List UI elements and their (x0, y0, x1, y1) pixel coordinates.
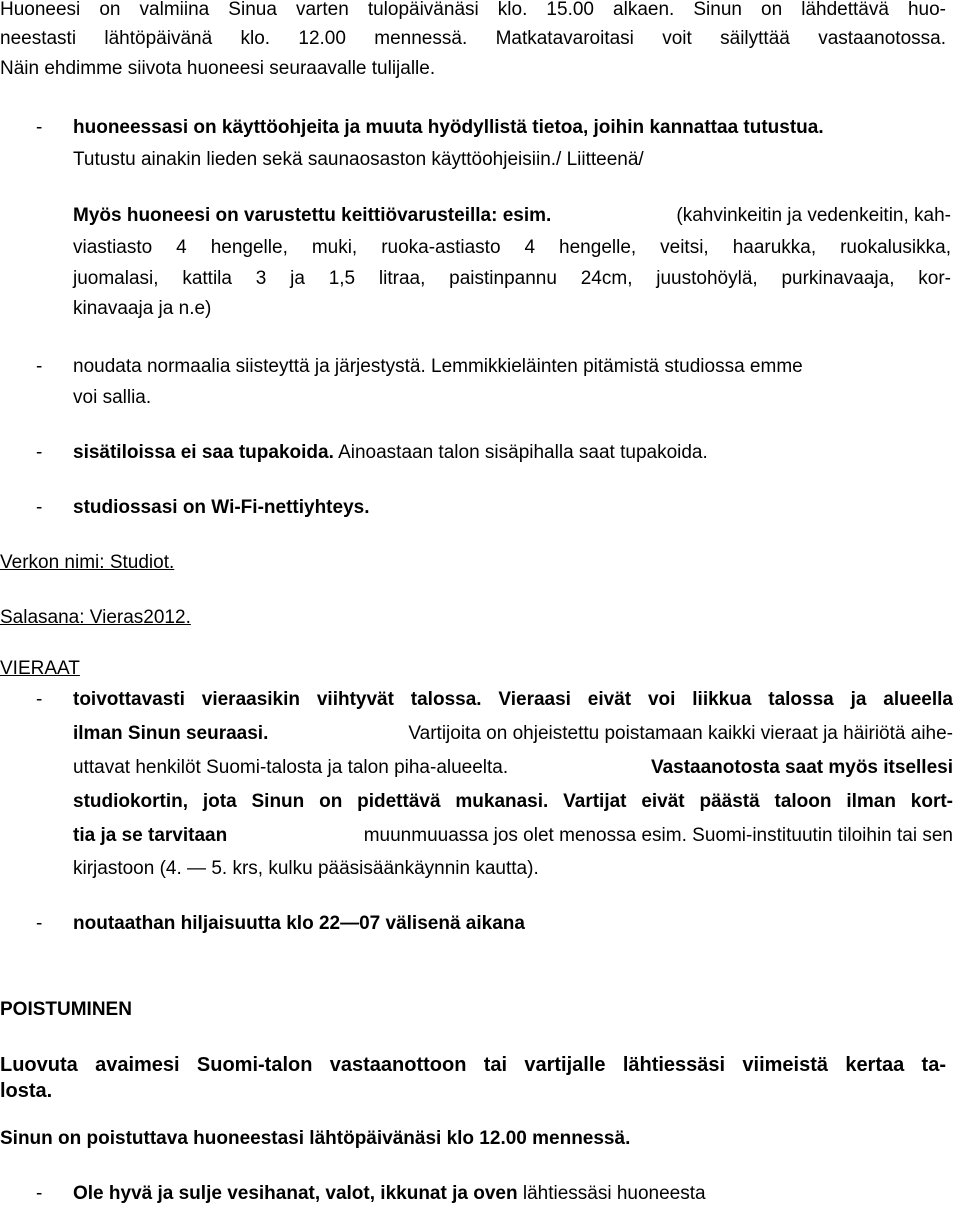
bullet-dash: - (36, 117, 43, 138)
departure-heading: POISTUMINEN (0, 999, 132, 1020)
cleanliness-line-1: noudata normaalia siisteyttä ja järjestystä. Lemmikkieläinten pitämistä studiossa emme (73, 356, 803, 377)
intro-line-2: neestasti lähtöpäivänä klo. 12.00 mennessä. Matkatavaroitasi voit säilyttää vastaanotossa. (0, 28, 946, 49)
cleanliness-line-2: voi sallia. (73, 387, 152, 408)
departure-keys-line-1: Luovuta avaimesi Suomi-talon vastaanottoon tai vartijalle lähtiessäsi viimeistä kertaa ta- (0, 1054, 946, 1076)
departure-final-line (73, 1182, 706, 1206)
guests-line-3-bold: Vastaanotosta saat myös itsellesi (650, 757, 953, 778)
kitchen-line-2: viastiasto 4 hengelle, muki, ruoka-astiasto 4 hengelle, veitsi, haarukka, ruokalusikka, (73, 237, 951, 258)
guests-heading: VIERAAT (0, 658, 80, 679)
wifi-network-name: Verkon nimi: Studiot. (0, 552, 175, 573)
bullet-dash: - (36, 442, 43, 463)
guests-line-4: studiokortin, jota Sinun on pidettävä mukanasi. Vartijat eivät päästä taloon ilman kort- (73, 791, 953, 812)
kitchen-line-3: juomalasi, kattila 3 ja 1,5 litraa, paistinpannu 24cm, juustohöylä, purkinavaaja, kor- (73, 268, 951, 289)
smoking-bold-text: sisätiloissa ei saa tupakoida. (73, 442, 334, 463)
wifi-password: Salasana: Vieras2012. (0, 607, 191, 628)
bullet-dash: - (36, 913, 43, 934)
kitchen-bold-text: Myös huoneesi on varustettu keittiövarusteilla: esim. (73, 205, 552, 226)
guests-line-2 (73, 722, 953, 746)
departure-final-bold: Ole hyvä ja sulje vesihanat, valot, ikkunat ja oven (73, 1183, 518, 1204)
kitchen-line-4: kinavaaja ja n.e) (73, 298, 212, 319)
bullet-dash: - (36, 497, 43, 518)
wifi-bold-text: studiossasi on Wi-Fi-nettiyhteys. (73, 497, 370, 518)
quiet-hours-text: noutaathan hiljaisuutta klo 22—07 välisenä aikana (73, 913, 525, 934)
intro-line-3: Näin ehdimme siivota huoneesi seuraavalle tulijalle. (0, 58, 436, 79)
guests-line-6: kirjastoon (4. — 5. krs, kulku pääsisäänkäynnin kautta). (73, 858, 539, 879)
bullet-dash: - (36, 689, 43, 710)
departure-final-rest: lähtiessäsi huoneesta (522, 1183, 706, 1204)
smoking-line (73, 441, 708, 465)
guests-line-1: toivottavasti vieraasikin viihtyvät talossa. Vieraasi eivät voi liikkua talossa ja alueella (73, 689, 953, 710)
departure-keys-line-2: losta. (0, 1080, 53, 1102)
bullet-dash: - (36, 1183, 43, 1204)
guests-line-5-bold: tia ja se tarvitaan (73, 825, 228, 846)
info-line-2: Tutustu ainakin lieden sekä saunaosaston käyttöohjeisiin./ Liitteenä/ (73, 149, 644, 170)
intro-line-1: Huoneesi on valmiina Sinua varten tulopäivänäsi klo. 15.00 alkaen. Sinun on lähdettävä huo- (0, 0, 946, 20)
kitchen-line-1 (73, 204, 951, 228)
departure-checkout: Sinun on poistuttava huoneestasi lähtöpäivänäsi klo 12.00 mennessä. (0, 1128, 631, 1149)
guests-line-2-rest: Vartijoita on ohjeistettu poistamaan kaikki vieraat ja häiriötä aihe- (408, 723, 953, 744)
guests-line-3 (73, 756, 953, 780)
kitchen-line-1-rest: (kahvinkeitin ja vedenkeitin, kah- (676, 205, 951, 226)
guests-line-2-bold: ilman Sinun seuraasi. (73, 723, 269, 744)
guests-line-3-rest: uttavat henkilöt Suomi-talosta ja talon piha-alueelta. (73, 757, 509, 778)
guests-line-5 (73, 824, 953, 848)
guests-line-5-rest: muunmuuassa jos olet menossa esim. Suomi-instituutin tiloihin tai sen (363, 825, 953, 846)
smoking-rest-text: Ainoastaan talon sisäpihalla saat tupakoida. (338, 442, 708, 463)
bullet-dash: - (36, 356, 43, 377)
info-bold-text: huoneessasi on käyttöohjeita ja muuta hyödyllistä tietoa, joihin kannattaa tutustua. (73, 117, 824, 138)
